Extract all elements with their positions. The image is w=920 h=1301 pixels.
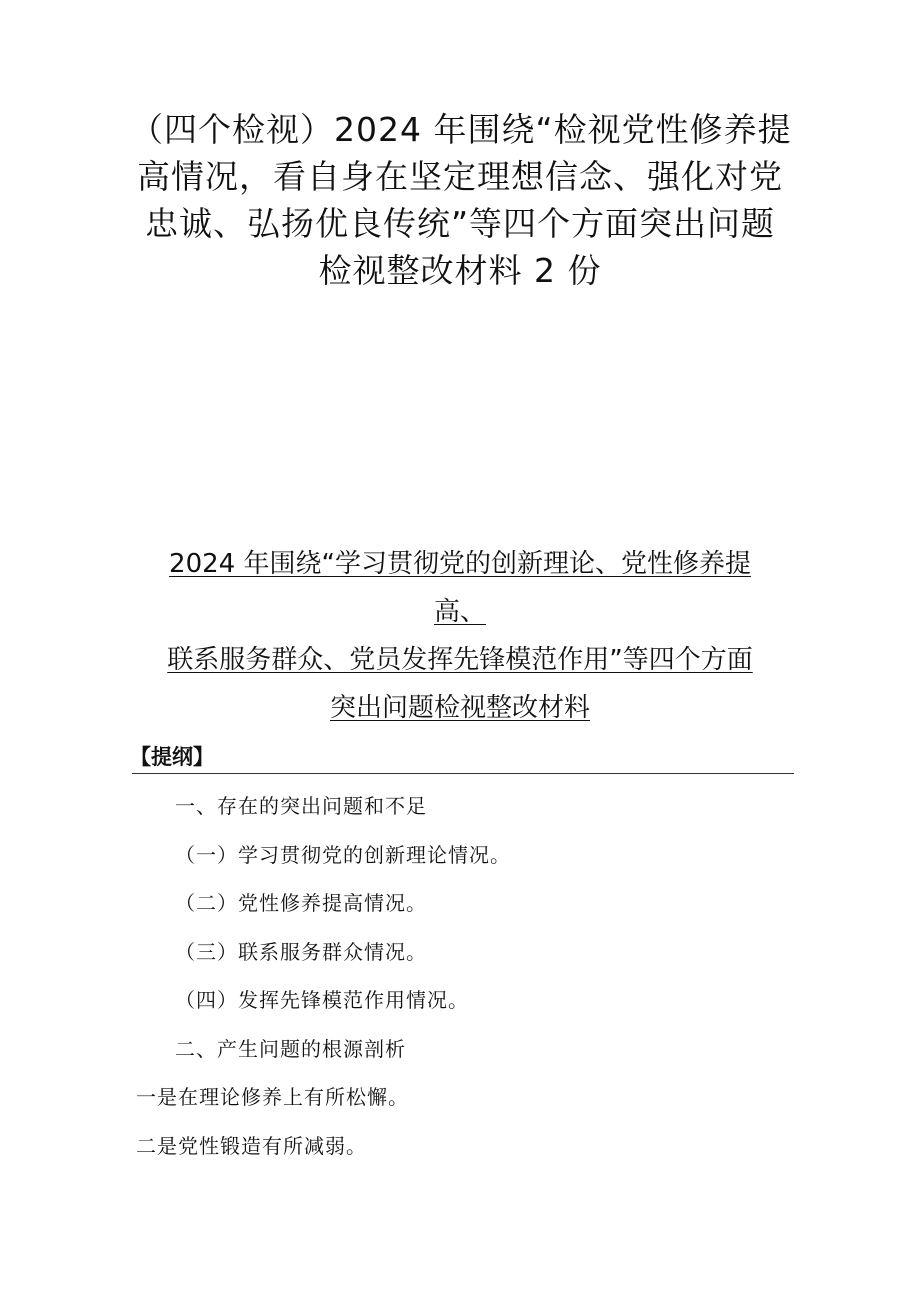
sub-title-line-1: 2024 年围绕“学习贯彻党的创新理论、党性修养提 bbox=[169, 549, 751, 579]
sub-title-line-3: 联系服务群众、党员发挥先锋模范作用”等四个方面 bbox=[167, 645, 753, 675]
outline-heading: 【提纲】 bbox=[130, 745, 214, 769]
outline-section-2: 二、产生问题的根源剖析 bbox=[175, 1037, 406, 1061]
outline-point-1: 一是在理论修养上有所松懈。 bbox=[136, 1085, 409, 1109]
main-title-line-1: （四个检视）2024 年围绕“检视党性修养提 bbox=[130, 110, 792, 149]
main-title-line-3: 忠诚、弘扬优良传统”等四个方面突出问题 bbox=[144, 204, 776, 243]
sub-title bbox=[120, 540, 800, 732]
divider bbox=[132, 773, 794, 774]
outline-item-2: （二）党性修养提高情况。 bbox=[175, 891, 427, 915]
outline-item-3: （三）联系服务群众情况。 bbox=[175, 940, 427, 964]
outline-point-2: 二是党性锻造有所减弱。 bbox=[136, 1134, 367, 1158]
main-title bbox=[130, 106, 790, 294]
main-title-line-4: 检视整改材料 2 份 bbox=[318, 251, 602, 290]
main-title-line-2: 高情况，看自身在坚定理想信念、强化对党 bbox=[137, 157, 783, 196]
sub-title-line-4: 突出问题检视整改材料 bbox=[329, 693, 590, 723]
outline-section-1: 一、存在的突出问题和不足 bbox=[175, 794, 427, 818]
outline-item-1: （一）学习贯彻党的创新理论情况。 bbox=[175, 843, 511, 867]
outline-item-4: （四）发挥先锋模范作用情况。 bbox=[175, 988, 469, 1012]
sub-title-line-2: 高、 bbox=[433, 597, 486, 627]
